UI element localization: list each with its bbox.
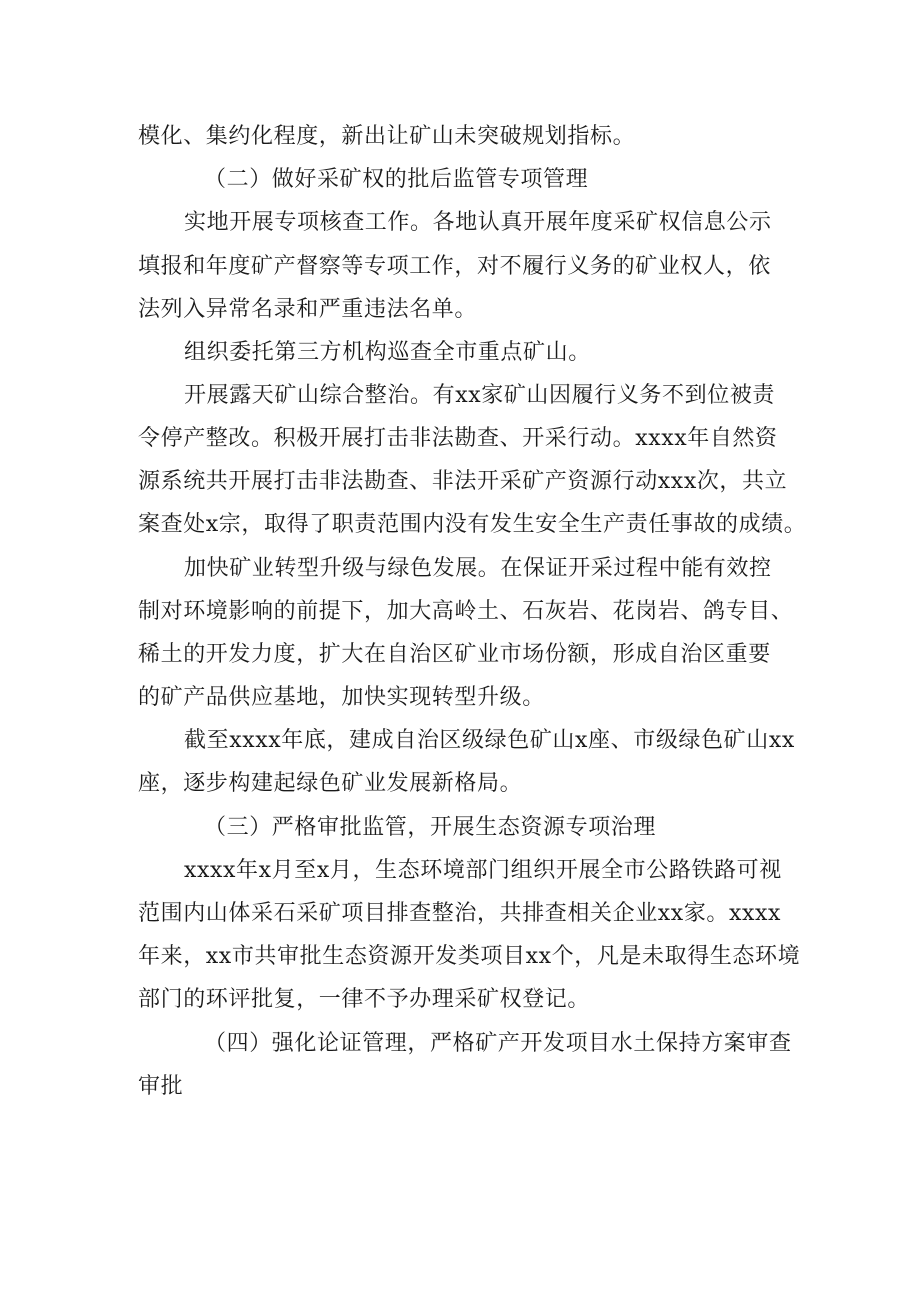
paragraph-line: 的矿产品供应基地，加快实现转型升级。 — [138, 685, 545, 710]
paragraph-line: 实地开展专项核查工作。各地认真开展年度采矿权信息公示 — [184, 210, 772, 235]
paragraph-line: 部门的环评批复，一律不予办理采矿权登记。 — [138, 987, 591, 1012]
paragraph-line: 制对环境影响的前提下，加大高岭土、石灰岩、花岗岩、鸽专目、 — [138, 599, 794, 624]
paragraph-line: 填报和年度矿产督察等专项工作，对不履行义务的矿业权人，依 — [138, 254, 771, 279]
paragraph-line: 稀土的开发力度，扩大在自治区矿业市场份额，形成自治区重要 — [138, 642, 771, 667]
paragraph-line: 案查处x宗，取得了职责范围内没有发生安全生产责任事故的成绩。 — [138, 512, 807, 537]
paragraph-line: 截至xxxx年底，建成自治区级绿色矿山x座、市级绿色矿山xx — [184, 728, 795, 753]
paragraph-line: xxxx年x月至x月，生态环境部门组织开展全市公路铁路可视 — [184, 858, 782, 883]
paragraph-line: 令停产整改。积极开展打击非法勘查、开采行动。xxxx年自然资 — [138, 426, 778, 451]
section-heading-3: （三）严格审批监管，开展生态资源专项治理 — [204, 815, 657, 840]
section-heading-4-cont: 审批 — [138, 1074, 184, 1099]
paragraph-line: 年来，xx市共审批生态资源开发类项目xx个，凡是未取得生态环境 — [138, 944, 801, 969]
section-heading-2: （二）做好采矿权的批后监管专项管理 — [204, 167, 589, 192]
section-heading-4: （四）强化论证管理，严格矿产开发项目水土保持方案审查 — [204, 1031, 792, 1056]
paragraph-line: 源系统共开展打击非法勘查、非法开采矿产资源行动xxx次，共立 — [138, 469, 788, 494]
paragraph-line: 加快矿业转型升级与绿色发展。在保证开采过程中能有效控 — [184, 556, 772, 581]
paragraph-line: 范围内山体采石采矿项目排查整治，共排查相关企业xx家。xxxx — [138, 901, 782, 926]
paragraph-line: 座，逐步构建起绿色矿业发展新格局。 — [138, 771, 523, 796]
paragraph-line: 开展露天矿山综合整治。有xx家矿山因履行义务不到位被责 — [184, 383, 776, 408]
paragraph-line: 组织委托第三方机构巡查全市重点矿山。 — [184, 340, 591, 365]
paragraph-line: 法列入异常名录和严重违法名单。 — [138, 297, 478, 322]
paragraph-line: 模化、集约化程度，新出让矿山未突破规划指标。 — [138, 124, 636, 149]
